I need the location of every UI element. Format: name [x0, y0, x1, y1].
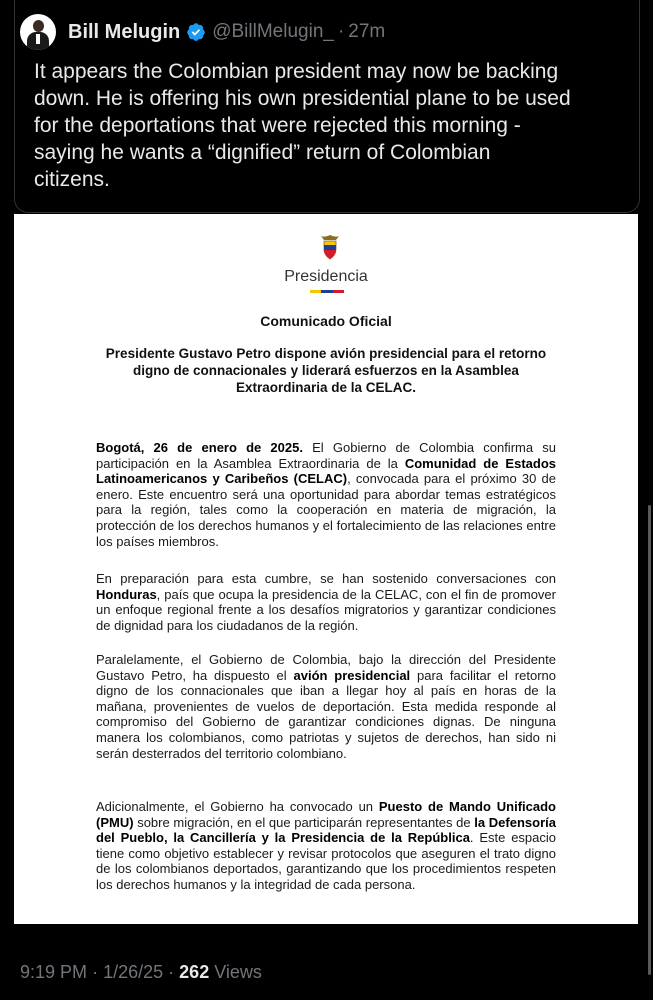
coat-of-arms-icon	[319, 234, 341, 260]
separator-dot: ·	[337, 21, 345, 42]
post-date[interactable]: 1/26/25	[103, 962, 164, 982]
tweet-header	[20, 14, 385, 50]
tweet-text: It appears the Colombian president may now be backing down. He is offering his own presidential plane to be used for the deportations that were rejected this morning - saying he wants a “dignified” return of Colombian citizens.	[34, 60, 571, 191]
verified-badge-icon	[186, 22, 206, 42]
separator-dot: ·	[92, 962, 99, 982]
tweet-age[interactable]: 27m	[348, 21, 386, 42]
separator-dot: ·	[168, 962, 175, 982]
author-handle[interactable]: @BillMelugin_	[212, 21, 334, 42]
author-name[interactable]: Bill Melugin	[68, 20, 181, 43]
org-label: Presidencia	[284, 268, 368, 285]
document-subtitle: Presidente Gustavo Petro dispone avión presidencial para el retorno digno de connacionales y liderará esfuerzos en la Asamblea Extraordinaria de la CELAC.	[105, 346, 547, 395]
avatar[interactable]	[20, 14, 56, 50]
scrollbar[interactable]	[648, 505, 651, 975]
paragraph-4: Adicionalmente, el Gobierno ha convocado un Puesto de Mando Unificado (PMU) sobre migración, en el que participarán representantes de la Defensoría del Pueblo, la Cancillería y la Presidencia de la República. Este espacio tiene como objetivo establecer y revisar protocolos que aseguren el trato digno de los colombianos deportados, garantizando que los procedimientos respeten los derechos humanos y la integridad de cada persona.	[96, 799, 556, 892]
attached-image[interactable]	[14, 214, 638, 924]
post-time[interactable]: 9:19 PM	[20, 962, 88, 982]
paragraph-3: Paralelamente, el Gobierno de Colombia, bajo la dirección del Presidente Gustavo Petro, ha dispuesto el avión presidencial para facilitar el retorno digno de los connacionales que iban a llegar hoy al país en horas de la mañana, provenientes de vuelos de deportación. Esta medida responde al compromiso del Gobierno de garantizar condiciones dignas. De ninguna manera los colombianos, como patriotas y sujetos de derechos, han sido ni serán desterrados del territorio colombiano.	[96, 652, 556, 761]
views-count[interactable]: 262	[179, 962, 210, 982]
views-label: Views	[214, 962, 262, 982]
document-title: Comunicado Oficial	[260, 313, 392, 329]
tweet-footer	[20, 962, 262, 983]
paragraph-1: Bogotá, 26 de enero de 2025. El Gobierno de Colombia confirma su participación en la Asamblea Extraordinaria de la Comunidad de Estados Latinoamericanos y Caribeños (CELAC), convocada para el próximo 30 de enero. Este encuentro será una oportunidad para abordar temas estratégicos para la región, tales como la cooperación en materia de migración, la protección de los derechos humanos y el fortalecimiento de las relaciones entre los países miembros.	[96, 440, 556, 549]
paragraph-2: En preparación para esta cumbre, se han sostenido conversaciones con Honduras, país que ocupa la presidencia de la CELAC, con el fin de promover un enfoque regional frente a los desafíos migratorios y garantizar condiciones de dignidad para los ciudadanos de la región.	[96, 571, 556, 633]
flag-color-bar	[310, 290, 344, 293]
